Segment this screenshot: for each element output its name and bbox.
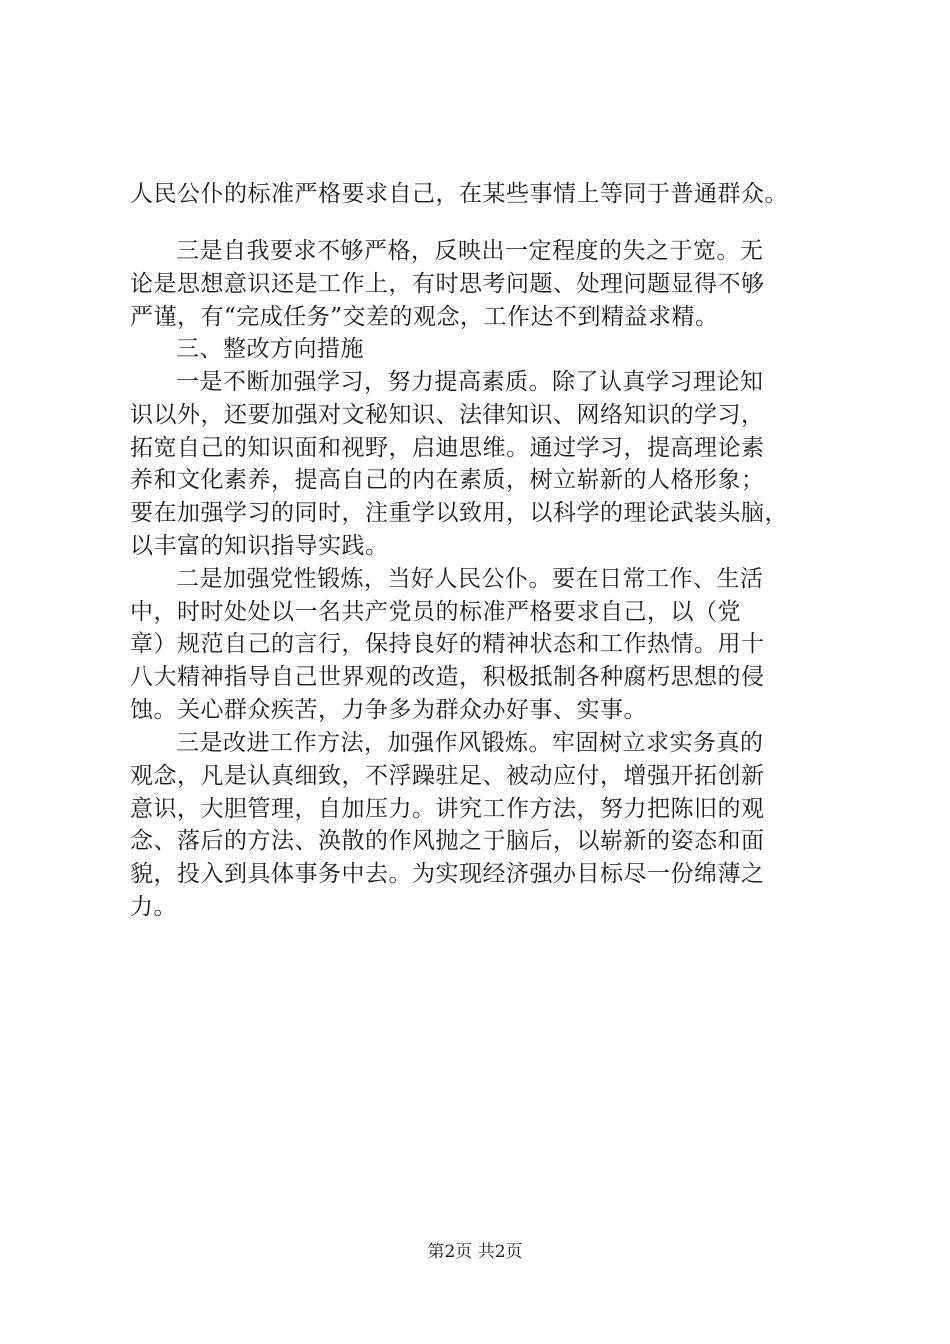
paragraph-start-line: 二是加强党性锻炼，当好人民公仆。要在日常工作、生活 <box>176 566 764 592</box>
text-line: 章）规范自己的言行，保持良好的精神状态和工作热情。用十 <box>130 631 765 657</box>
section-heading: 三、整改方向措施 <box>176 336 364 362</box>
text-line: 蚀。关心群众疾苦，力争多为群众办好事、实事。 <box>130 697 647 723</box>
text-line: 貌，投入到具体事务中去。为实现经济强办目标尽一份绵薄之 <box>130 861 765 887</box>
paragraph-start-line: 三是改进工作方法，加强作风锻炼。牢固树立求实务真的 <box>176 730 764 756</box>
text-line: 拓宽自己的知识面和视野，启迪思维。通过学习，提高理论素 <box>130 435 765 461</box>
text-line: 识以外，还要加强对文秘知识、法律知识、网络知识的学习， <box>130 402 765 428</box>
paragraph-start-line: 一是不断加强学习，努力提高素质。除了认真学习理论知 <box>176 369 764 395</box>
text-line: 力。 <box>130 894 177 920</box>
text-line: 要在加强学习的同时，注重学以致用，以科学的理论武装头脑， <box>130 500 788 526</box>
text-line: 养和文化素养，提高自己的内在素质，树立崭新的人格形象； <box>130 467 765 493</box>
text-line: 论是思想意识还是工作上，有时思考问题、处理问题显得不够 <box>130 271 765 297</box>
text-line: 观念，凡是认真细致，不浮躁驻足、被动应付，增强开拓创新 <box>130 763 765 789</box>
text-line: 八大精神指导自己世界观的改造，积极抵制各种腐朽思想的侵 <box>130 664 765 690</box>
paragraph-start-line: 三是自我要求不够严格，反映出一定程度的失之于宽。无 <box>176 238 764 264</box>
text-line: 念、落后的方法、涣散的作风抛之于脑后，以崭新的姿态和面 <box>130 828 765 854</box>
text-line: 意识，大胆管理，自加压力。讲究工作方法，努力把陈旧的观 <box>130 796 765 822</box>
text-line: 中，时时处处以一名共产党员的标准严格要求自己，以（党 <box>130 599 741 625</box>
text-line: 以丰富的知识指导实践。 <box>130 533 389 559</box>
text-line: 严谨，有“完成任务”交差的观念，工作达不到精益求精。 <box>130 304 719 330</box>
page-number-footer: 第2页 共2页 <box>427 1242 523 1262</box>
text-line: 人民公仆的标准严格要求自己，在某些事情上等同于普通群众。 <box>130 181 788 207</box>
